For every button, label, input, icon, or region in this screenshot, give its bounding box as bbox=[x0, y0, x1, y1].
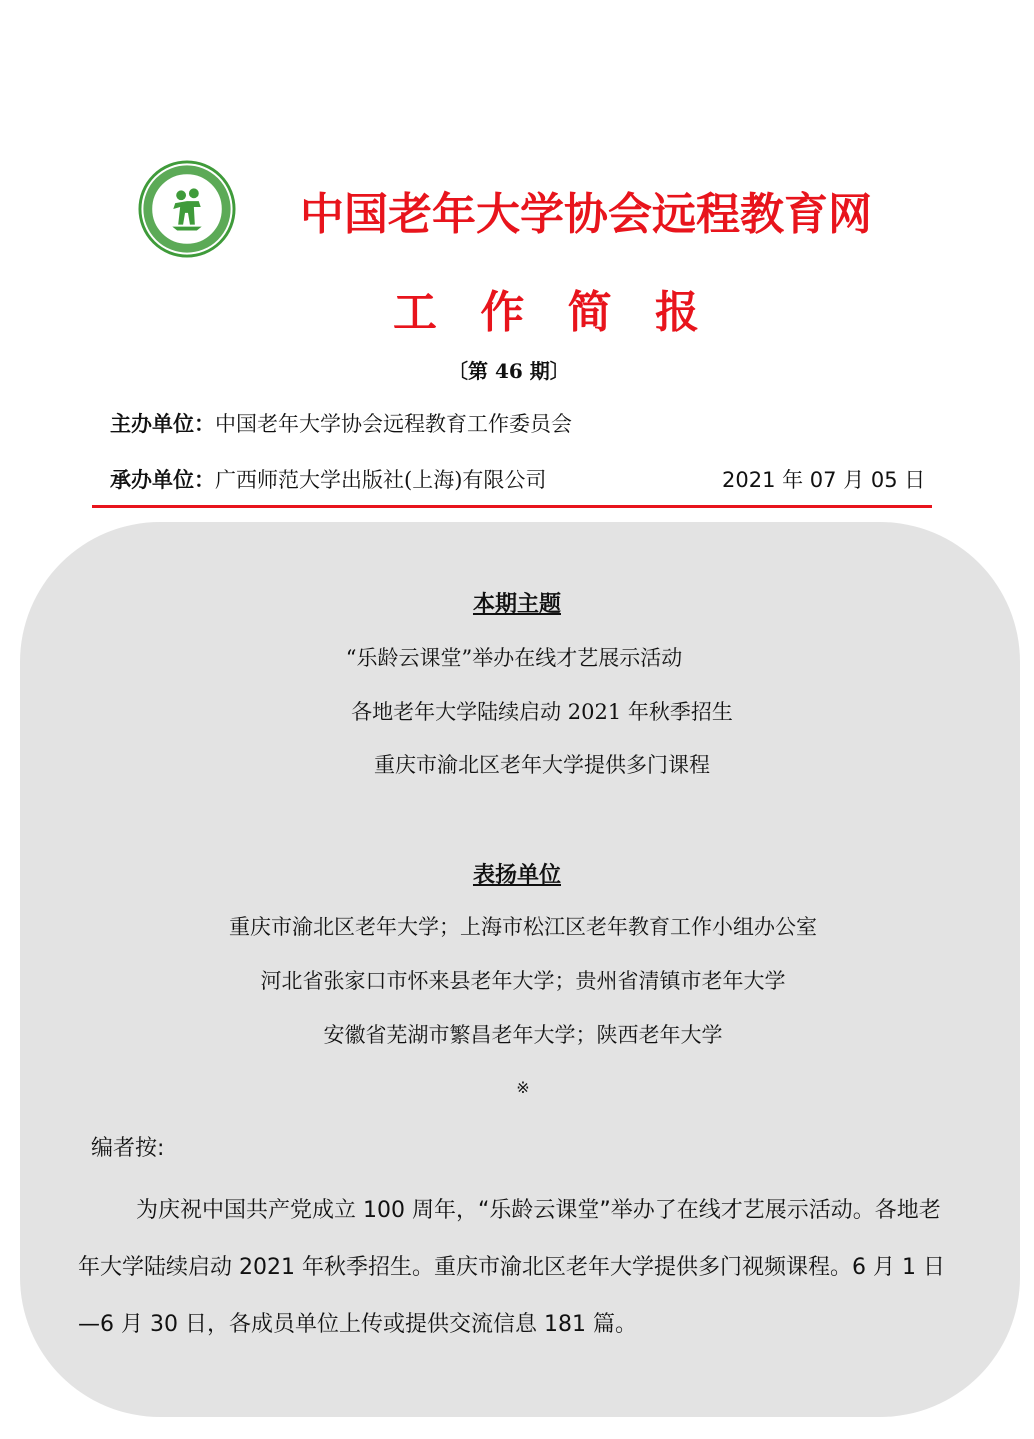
host-label: 主办单位： bbox=[110, 411, 215, 436]
header-divider bbox=[92, 505, 932, 508]
topic-item: 各地老年大学陆续启动 2021 年秋季招生 bbox=[351, 700, 733, 724]
host-value: 中国老年大学协会远程教育工作委员会 bbox=[215, 412, 572, 436]
issue-number: 〔第 46 期〕 bbox=[448, 359, 570, 383]
section-separator: ※ bbox=[516, 1078, 530, 1097]
praise-line: 重庆市渝北区老年大学；上海市松江区老年教育工作小组办公室 bbox=[229, 915, 817, 939]
association-logo-icon bbox=[138, 160, 236, 258]
organizer-row bbox=[110, 464, 546, 494]
topic-item: “乐龄云课堂”举办在线才艺展示活动 bbox=[345, 646, 683, 670]
editor-note-text: 为庆祝中国共产党成立 100 周年，“乐龄云课堂”举办了在线才艺展示活动。各地老年大学陆续启动 2021 年秋季招生。重庆市渝北区老年大学提供多门视频课程。6 月 1 日—6 月 30 日，各成员单位上传或提供交流信息 181 篇。 bbox=[78, 1198, 945, 1337]
topics-heading: 本期主题 bbox=[472, 592, 561, 617]
organizer-value: 广西师范大学出版社(上海)有限公司 bbox=[215, 468, 547, 492]
praise-line: 河北省张家口市怀来县老年大学；贵州省清镇市老年大学 bbox=[260, 969, 786, 993]
praise-heading: 表扬单位 bbox=[472, 863, 561, 888]
topic-item: 重庆市渝北区老年大学提供多门课程 bbox=[374, 753, 710, 777]
praise-line: 安徽省芜湖市繁昌老年大学；陕西老年大学 bbox=[323, 1023, 723, 1047]
host-row bbox=[110, 408, 572, 438]
editor-note-label: 编者按: bbox=[91, 1136, 165, 1161]
issue-date: 2021 年 07 月 05 日 bbox=[722, 468, 926, 492]
org-title: 中国老年大学协会远程教育网 bbox=[300, 189, 872, 240]
report-title: 工 作 简 报 bbox=[393, 287, 713, 338]
organizer-label: 承办单位： bbox=[110, 467, 215, 492]
